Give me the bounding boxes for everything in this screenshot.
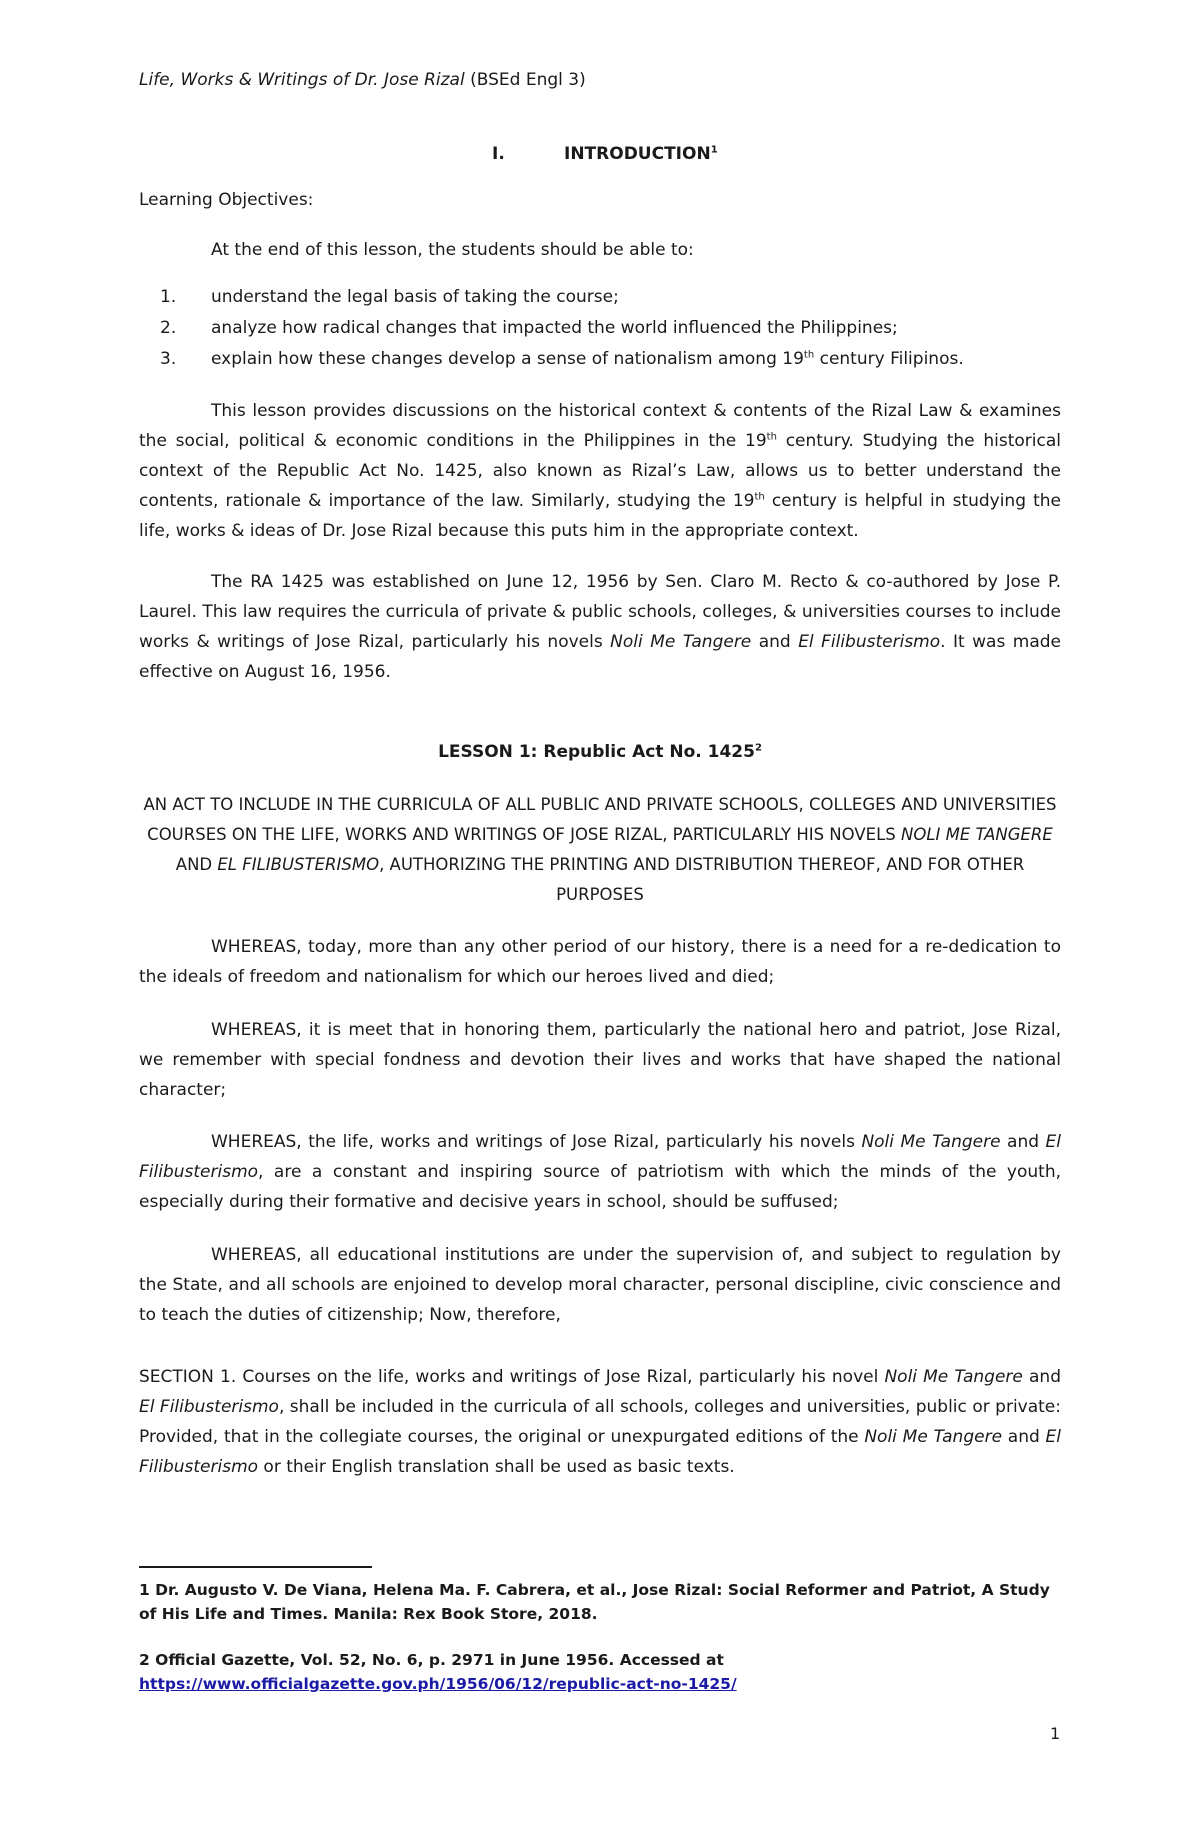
footnote-1: 1 Dr. Augusto V. De Viana, Helena Ma. F. Cabrera, et al., Jose Rizal: Social Reformer and Patriot, A Study of His Life and Times. Manila: Rex Book Store, 2018. (139, 1581, 1050, 1623)
lesson-title: LESSON 1: Republic Act No. 1425 (438, 742, 755, 762)
list-item (139, 287, 964, 318)
novel-title: EL FILIBUSTERISMO (217, 855, 380, 874)
text-run: WHEREAS, the life, works and writings of Jose Rizal, particularly his novels (211, 1132, 862, 1152)
novel-title: El Filibusterismo (139, 1427, 1061, 1477)
list-number: 3. (160, 349, 177, 369)
text-run: . It was made effective on August 16, 1956. (139, 632, 1062, 682)
list-text (211, 349, 964, 369)
footnote-2 (139, 1648, 1061, 1696)
list-number: 1. (160, 287, 177, 307)
learning-objectives-lead: At the end of this lesson, the students should be able to: (211, 240, 694, 260)
superscript: th (803, 349, 815, 361)
superscript: th (754, 491, 765, 503)
paragraph-ra1425 (139, 567, 1061, 687)
header-course: (BSEd Engl 3) (470, 70, 586, 90)
paragraph-lesson-overview (139, 396, 1061, 546)
list-item (139, 318, 964, 349)
text-run: This lesson provides discussions on the historical context & contents of the Rizal Law & examines the social, political & economic conditions in the Philippines in the 19 (139, 401, 1061, 451)
header-title: Life, Works & Writings of Dr. Jose Rizal (139, 70, 465, 90)
list-text: understand the legal basis of taking the course; (211, 287, 619, 307)
text-run: century. Studying the historical context of the Republic Act No. 1425, also known as Rizal’s Law, allows us to better understand the contents, rationale & importance of the law. Similarly, studying the 19 (139, 431, 1061, 511)
text-run: and (1000, 1132, 1046, 1152)
novel-title: El Filibusterismo (139, 1397, 279, 1417)
list-text: analyze how radical changes that impacted the world influenced the Philippines; (211, 318, 898, 338)
list-text-part: explain how these changes develop a sense of nationalism among 19 (211, 349, 804, 369)
list-item (139, 349, 964, 380)
text-run: and (1022, 1367, 1061, 1387)
footnote-ref-2[interactable]: 2 (754, 742, 762, 754)
running-header (139, 70, 586, 90)
whereas-clause-1: WHEREAS, today, more than any other period of our history, there is a need for a re-dedication to the ideals of freedom and nationalism for which our heroes lived and died; (139, 937, 1061, 987)
act-title (139, 790, 1061, 910)
list-text-part: century Filipinos. (814, 349, 964, 369)
text-run: , shall be included in the curricula of all schools, colleges and universities, public or private: Provided, that in the collegiate courses, the original or unexpurgated editions of the (139, 1397, 1061, 1447)
novel-title: Noli Me Tangere (884, 1367, 1023, 1387)
footnote-separator (139, 1566, 372, 1568)
novel-title: El Filibusterismo (139, 1132, 1061, 1182)
section-title (564, 144, 718, 164)
learning-objectives-heading: Learning Objectives: (139, 190, 314, 210)
text-run: and (1002, 1427, 1046, 1447)
novel-title: NOLI ME TANGERE (900, 825, 1053, 844)
novel-title: El Filibusterismo (798, 632, 941, 652)
text-run: AND (175, 855, 218, 874)
section-number: I. (492, 144, 505, 164)
whereas-clause-4: WHEREAS, all educational institutions are under the supervision of, and subject to regulation by the State, and all schools are enjoined to develop moral character, personal discipline, civic conscience and to teach the duties of citizenship; Now, therefore, (139, 1245, 1061, 1325)
text-run: , are a constant and inspiring source of patriotism with which the minds of the youth, especially during their formative and decisive years in school, should be suffused; (139, 1162, 1061, 1212)
superscript: th (766, 431, 777, 443)
section-title-text: INTRODUCTION (564, 144, 711, 164)
text-run: and (751, 632, 799, 652)
text-run: , AUTHORIZING THE PRINTING AND DISTRIBUTION THEREOF, AND FOR OTHER PURPOSES (379, 855, 1025, 904)
novel-title: Noli Me Tangere (864, 1427, 1003, 1447)
official-gazette-link[interactable]: https://www.officialgazette.gov.ph/1956/06/12/republic-act-no-1425/ (139, 1675, 737, 1693)
text-run: AN ACT TO INCLUDE IN THE CURRICULA OF ALL PUBLIC AND PRIVATE SCHOOLS, COLLEGES AND UNIVERSITIES COURSES ON THE LIFE, WORKS AND WRITINGS OF JOSE RIZAL, PARTICULARLY HIS NOVELS (143, 795, 1057, 844)
lesson-heading (0, 742, 1200, 762)
text-run: century is helpful in studying the life, works & ideas of Dr. Jose Rizal because this puts him in the appropriate context. (139, 491, 1061, 541)
section-1 (139, 1362, 1061, 1482)
text-run: SECTION 1. Courses on the life, works and writings of Jose Rizal, particularly his novel (139, 1367, 885, 1387)
footnote-2-text: 2 Official Gazette, Vol. 52, No. 6, p. 2971 in June 1956. Accessed at (139, 1651, 724, 1669)
page-number: 1 (1050, 1724, 1061, 1743)
objectives-list (139, 287, 964, 380)
text-run: or their English translation shall be used as basic texts. (258, 1457, 735, 1477)
text-run: The RA 1425 was established on June 12, 1956 by Sen. Claro M. Recto & co-authored by Jose P. Laurel. This law requires the curricula of private & public schools, colleges, & universities courses to include works & writings of Jose Rizal, particularly his novels (139, 572, 1061, 652)
whereas-clause-2: WHEREAS, it is meet that in honoring them, particularly the national hero and patriot, Jose Rizal, we remember with special fondness and devotion their lives and works that have shaped the national character; (139, 1020, 1061, 1100)
list-number: 2. (160, 318, 177, 338)
novel-title: Noli Me Tangere (610, 632, 752, 652)
footnote-ref-1[interactable]: 1 (710, 144, 718, 156)
whereas-clause-3 (139, 1127, 1061, 1217)
novel-title: Noli Me Tangere (861, 1132, 1001, 1152)
